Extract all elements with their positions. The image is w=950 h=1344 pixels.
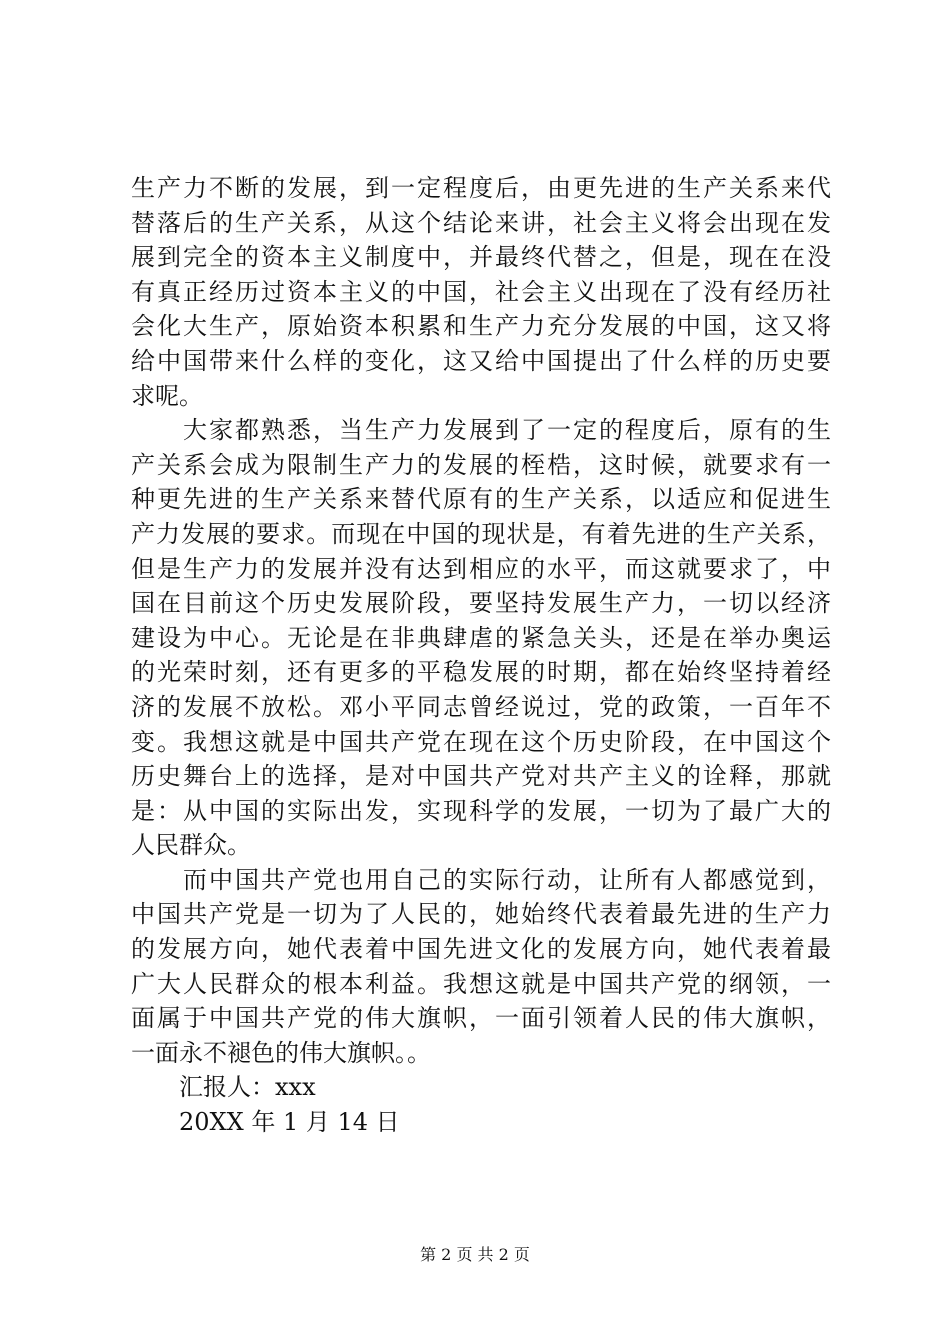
text-line: 生产力不断的发展，到一定程度后，由更先进的生产关系来代	[131, 174, 831, 202]
text-line: 人民群众。	[131, 831, 251, 860]
text-line: 产关系会成为限制生产力的发展的桎梏，这时候，就要求有一	[131, 450, 831, 479]
text-line: 展到完全的资本主义制度中，并最终代替之，但是，现在在没	[131, 243, 831, 272]
text-line: 种更先进的生产关系来替代原有的生产关系，以适应和促进生	[131, 485, 831, 514]
text-line: 建设为中心。无论是在非典肆虐的紧急关头，还是在举办奥运	[131, 623, 831, 652]
text-line: 面属于中国共产党的伟大旗帜，一面引领着人民的伟大旗帜，	[131, 1004, 831, 1033]
page-number-footer: 第 2 页 共 2 页	[420, 1245, 530, 1264]
text-line: 是：从中国的实际出发，实现科学的发展，一切为了最广大的	[131, 796, 831, 825]
text-line: 济的发展不放松。邓小平同志曾经说过，党的政策，一百年不	[131, 692, 831, 721]
document-body	[131, 171, 831, 1140]
reporter-line: 汇报人：xxx	[179, 1073, 316, 1102]
paragraph	[131, 863, 831, 1071]
text-line: 而中国共产党也用自己的实际行动，让所有人都感觉到，	[183, 865, 831, 894]
text-line: 广大人民群众的根本利益。我想这就是中国共产党的纲领，一	[131, 969, 831, 998]
text-line: 给中国带来什么样的变化，这又给中国提出了什么样的历史要	[131, 346, 831, 375]
text-line: 替落后的生产关系，从这个结论来讲，社会主义将会出现在发	[131, 208, 831, 237]
text-line: 求呢。	[131, 381, 203, 410]
text-line: 会化大生产，原始资本积累和生产力充分发展的中国，这又将	[131, 312, 831, 341]
date-line: 20XX 年 1 月 14 日	[179, 1108, 400, 1137]
text-line: 有真正经历过资本主义的中国，社会主义出现在了没有经历社	[131, 277, 831, 306]
text-line: 变。我想这就是中国共产党在现在这个历史阶段，在中国这个	[131, 727, 831, 756]
text-line: 产力发展的要求。而现在中国的现状是，有着先进的生产关系，	[131, 519, 831, 548]
text-line: 的发展方向，她代表着中国先进文化的发展方向，她代表着最	[131, 935, 831, 964]
paragraph	[131, 413, 831, 863]
paragraph	[131, 171, 831, 413]
text-line: 历史舞台上的选择，是对中国共产党对共产主义的诠释，那就	[131, 762, 831, 791]
text-line: 大家都熟悉，当生产力发展到了一定的程度后，原有的生	[183, 416, 831, 445]
text-line: 的光荣时刻，还有更多的平稳发展的时期，都在始终坚持着经	[131, 658, 831, 687]
signature-block	[131, 1070, 831, 1139]
text-line: 中国共产党是一切为了人民的，她始终代表着最先进的生产力	[131, 900, 831, 929]
text-line: 国在目前这个历史发展阶段，要坚持发展生产力，一切以经济	[131, 589, 831, 618]
text-line: 一面永不褪色的伟大旗帜。。	[131, 1038, 431, 1067]
text-line: 但是生产力的发展并没有达到相应的水平，而这就要求了，中	[131, 554, 831, 583]
